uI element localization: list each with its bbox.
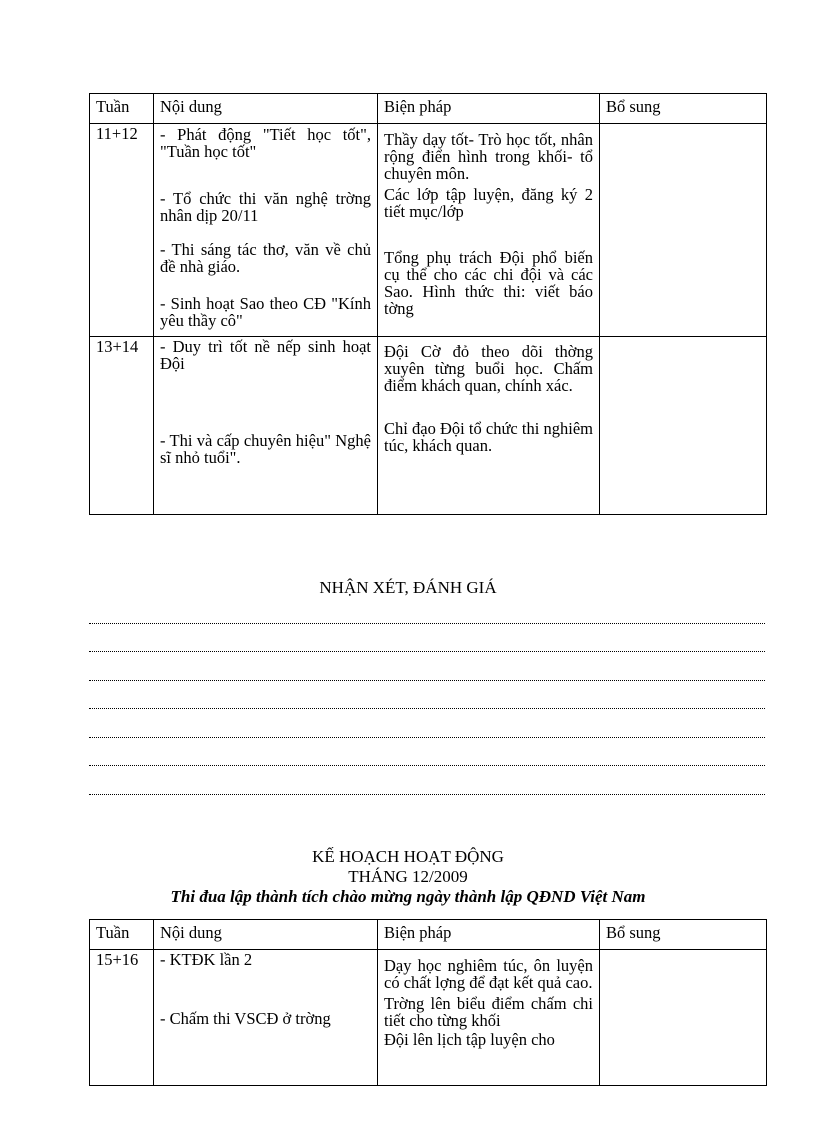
extra-cell bbox=[600, 337, 767, 515]
content-cell bbox=[154, 124, 378, 337]
week-cell: 11+12 bbox=[90, 124, 154, 337]
content-cell bbox=[154, 337, 378, 515]
measure-item: Đội lên lịch tập luyện cho bbox=[384, 1030, 555, 1049]
dotted-line bbox=[89, 651, 765, 652]
week-cell: 15+16 bbox=[90, 950, 154, 1086]
table-row bbox=[90, 124, 767, 337]
dotted-line bbox=[89, 737, 765, 738]
header-extra: Bổ sung bbox=[600, 94, 767, 124]
measures-cell bbox=[378, 950, 600, 1086]
plan-subtitle: Thi đua lập thành tích chào mừng ngày thành lập QĐND Việt Nam bbox=[170, 887, 646, 906]
table-header-row bbox=[90, 920, 767, 950]
measure-item: Đội Cờ đỏ theo dõi thờng xuyên từng buổi học. Chấm điểm khách quan, chính xác. bbox=[384, 342, 593, 395]
plan-table-2 bbox=[89, 919, 767, 1086]
dotted-line bbox=[89, 765, 765, 766]
table-row bbox=[90, 950, 767, 1086]
extra-cell bbox=[600, 124, 767, 337]
dotted-line bbox=[89, 623, 765, 624]
header-measures: Biện pháp bbox=[378, 920, 600, 950]
dotted-line bbox=[89, 680, 765, 681]
plan-table-1 bbox=[89, 93, 767, 515]
content-item: - Thi và cấp chuyên hiệu" Nghệ sĩ nhỏ tuổi". bbox=[160, 431, 371, 467]
table-row bbox=[90, 337, 767, 515]
review-title: NHẬN XÉT, ĐÁNH GIÁ bbox=[319, 578, 497, 597]
measures-cell bbox=[378, 124, 600, 337]
week-cell: 13+14 bbox=[90, 337, 154, 515]
measure-item: Chỉ đạo Đội tổ chức thi nghiêm túc, khách quan. bbox=[384, 419, 593, 455]
table-header-row bbox=[90, 94, 767, 124]
content-item: - Thi sáng tác thơ, văn về chủ đề nhà giáo. bbox=[160, 240, 371, 276]
extra-cell bbox=[600, 950, 767, 1086]
header-content: Nội dung bbox=[154, 920, 378, 950]
dotted-line bbox=[89, 794, 765, 795]
header-content: Nội dung bbox=[154, 94, 378, 124]
measure-item: Dạy học nghiêm túc, ôn luyện có chất lợng để đạt kết quả cao. bbox=[384, 956, 593, 992]
measure-item: Trờng lên biểu điểm chấm chi tiết cho từng khối bbox=[384, 994, 593, 1030]
content-item: - KTĐK lần 2 bbox=[160, 950, 253, 969]
content-cell bbox=[154, 950, 378, 1086]
measure-item: Tổng phụ trách Đội phổ biến cụ thể cho các chi đội và các Sao. Hình thức thi: viết báo tờng bbox=[384, 248, 593, 318]
measures-cell bbox=[378, 337, 600, 515]
measure-item: Thầy dạy tốt- Trò học tốt, nhân rộng điển hình trong khối- tổ chuyên môn. bbox=[384, 130, 593, 183]
header-extra: Bổ sung bbox=[600, 920, 767, 950]
measure-item: Các lớp tập luyện, đăng ký 2 tiết mục/lớp bbox=[384, 185, 593, 221]
content-item: - Chấm thi VSCĐ ở trờng bbox=[160, 1009, 331, 1028]
header-measures: Biện pháp bbox=[378, 94, 600, 124]
plan-month: THÁNG 12/2009 bbox=[348, 867, 468, 886]
content-item: - Sinh hoạt Sao theo CĐ "Kính yêu thầy cô" bbox=[160, 294, 371, 330]
content-item: - Duy trì tốt nề nếp sinh hoạt Đội bbox=[160, 337, 371, 373]
dotted-line bbox=[89, 708, 765, 709]
header-week: Tuần bbox=[90, 920, 154, 950]
content-item: - Phát động "Tiết học tốt", "Tuần học tốt" bbox=[160, 125, 371, 161]
plan-title: KẾ HOẠCH HOẠT ĐỘNG bbox=[312, 847, 504, 866]
header-week: Tuần bbox=[90, 94, 154, 124]
content-item: - Tổ chức thi văn nghệ trờng nhân dịp 20/11 bbox=[160, 189, 371, 225]
